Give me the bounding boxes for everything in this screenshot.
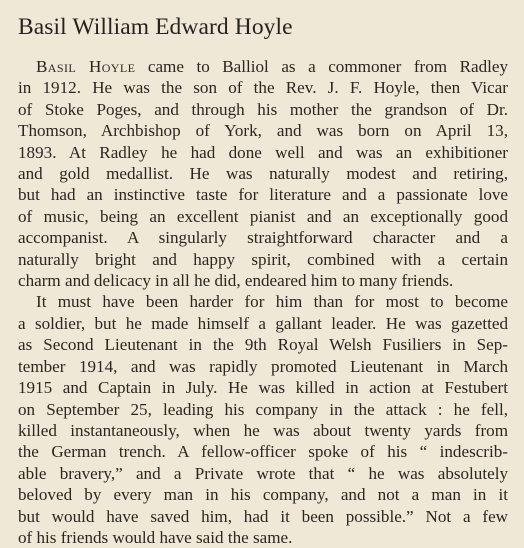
text-line: Thomson, Archbishop of York, and was born on April 13, — [18, 121, 508, 141]
text-line: of his friends would have said the same. — [18, 527, 293, 547]
text-line: It must have been harder for him than for most to become — [36, 292, 508, 312]
text-line: killed instantaneously, when he was about twenty yards from — [18, 420, 508, 440]
paragraph-1 — [18, 56, 508, 291]
text-line: Basil Hoyle came to Balliol as a commoner from Radley — [36, 57, 509, 76]
text-line: of music, being an excellent pianist and an exceptionally good — [18, 206, 508, 226]
text-line: in 1912. He was the son of the Rev. J. F. Hoyle, then Vicar — [18, 78, 508, 98]
text-line: 1893. At Radley he had done well and was an exhibitioner — [18, 142, 508, 162]
text-line: the German trench. A fellow-officer spoke of his “ indescrib- — [18, 442, 508, 462]
text-line: tember 1914, and was rapidly promoted Lieutenant in March — [18, 356, 508, 376]
lead-name: Basil Hoyle — [36, 57, 136, 76]
text-line: as Second Lieutenant in the 9th Royal Welsh Fusiliers in Sep- — [18, 335, 508, 355]
text-line: and gold medallist. He was naturally modest and retiring, — [18, 164, 508, 184]
paragraph-2 — [18, 291, 508, 548]
text-line: a soldier, but he made himself a gallant leader. He was gazetted — [18, 313, 508, 333]
text-line: naturally bright and happy spirit, combined with a certain — [18, 249, 508, 269]
page-title: Basil William Edward Hoyle — [18, 14, 293, 40]
text-line: on September 25, leading his company in the attack : he fell, — [18, 399, 508, 419]
text-line: but had an instinctive taste for literature and a passionate love — [18, 185, 508, 205]
text-line: charm and delicacy in all he did, endeared him to many friends. — [18, 271, 454, 291]
text-line: of Stoke Poges, and through his mother the grandson of Dr. — [18, 99, 508, 119]
text-line: accompanist. A singularly straightforward character and a — [18, 228, 508, 248]
text-line: beloved by every man in his company, and not a man in it — [18, 485, 508, 505]
text-line: able bravery,” and a Private wrote that “ he was absolutely — [18, 463, 508, 483]
text-line: 1915 and Captain in July. He was killed in action at Festubert — [18, 378, 508, 398]
text-line: but would have saved him, had it been possible.” Not a few — [18, 506, 508, 526]
